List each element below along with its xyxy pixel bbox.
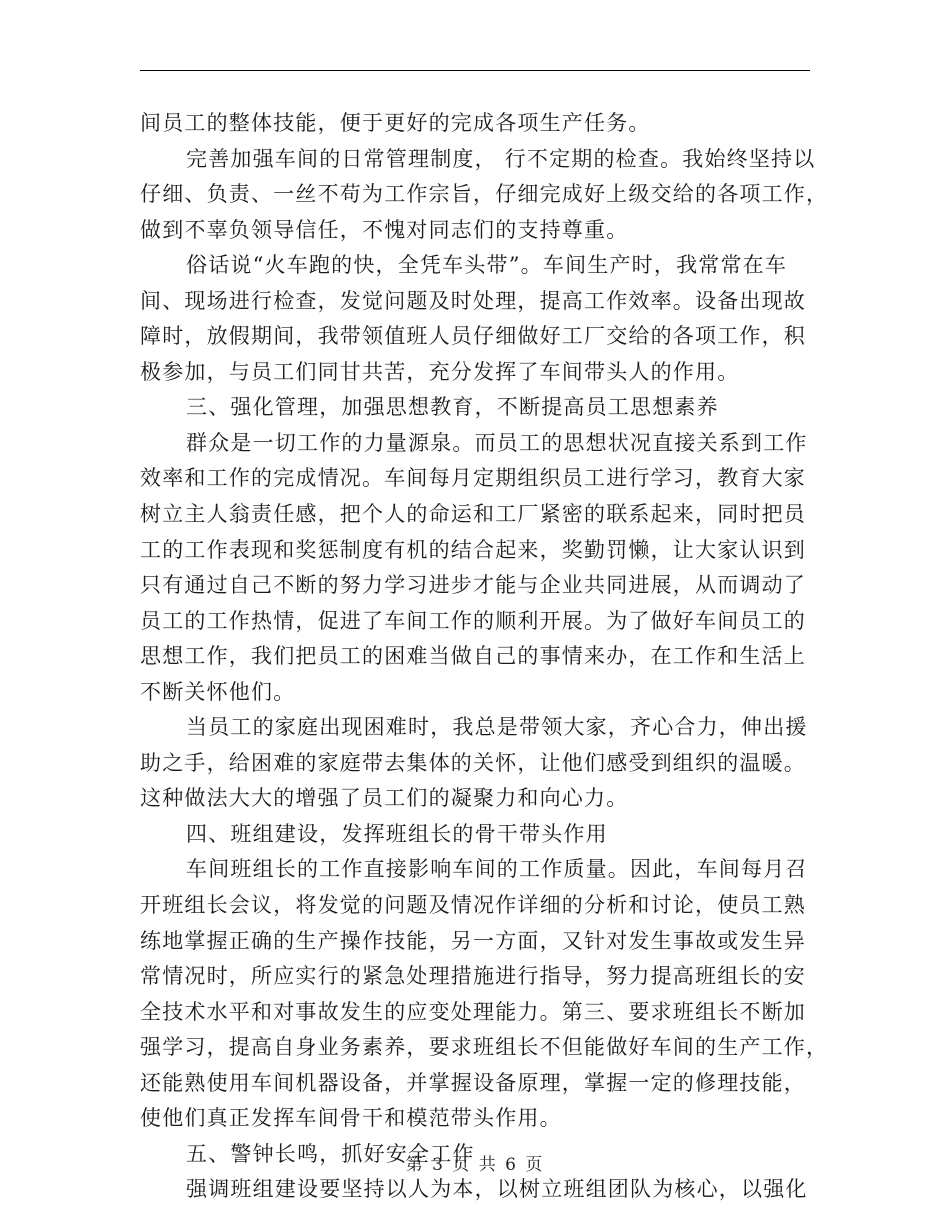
text-line: 群众是一切工作的力量源泉。而员工的思想状况直接关系到工作: [186, 430, 808, 455]
text-line: 仔细、负责、一丝不苟为工作宗旨，仔细完成好上级交给的各项工作，: [140, 182, 829, 207]
text-line: 只有通过自己不断的努力学习进步才能与企业共同进展，从而调动了: [140, 573, 806, 598]
text-line: 间员工的整体技能，便于更好的完成各项生产任务。: [140, 111, 651, 135]
text-line: 练地掌握正确的生产操作技能，另一方面，又针对发生事故或发生异: [140, 928, 806, 953]
text-line: 助之手，给困难的家庭带去集体的关怀，让他们感受到组织的温暖。: [140, 750, 806, 775]
text-line: 五、警钟长鸣，抓好安全工作: [186, 1141, 475, 1166]
text-line: 四、班组建设，发挥班组长的骨干带头作用: [186, 821, 608, 846]
text-line: 障时，放假期间，我带领值班人员仔细做好工厂交给的各项工作，积: [140, 324, 806, 349]
text-line: 间、现场进行检查，发觉问题及时处理，提高工作效率。设备出现故: [140, 288, 806, 313]
text-line: 不断关怀他们。: [140, 679, 296, 704]
text-line: 使他们真正发挥车间骨干和模范带头作用。: [140, 1106, 562, 1131]
text-line: 完善加强车间的日常管理制度， 行不定期的检查。我始终坚持以: [186, 146, 816, 171]
text-line: 常情况时，所应实行的紧急处理措施进行指导，努力提高班组长的安: [140, 964, 806, 989]
text-line: 员工的工作热情，促进了车间工作的顺利开展。为了做好车间员工的: [140, 608, 806, 633]
text-line: 还能熟使用车间机器设备，并掌握设备原理，掌握一定的修理技能，: [140, 1070, 806, 1095]
text-line: 强学习，提高自身业务素养，要求班组长不但能做好车间的生产工作，: [140, 1035, 829, 1060]
text-line: 强调班组建设要坚持以人为本，以树立班组团队为核心，以强化: [186, 1177, 808, 1202]
text-line: 思想工作，我们把员工的困难当做自己的事情来办，在工作和生活上: [140, 644, 806, 669]
text-line: 工的工作表现和奖惩制度有机的结合起来，奖勤罚懒，让大家认识到: [140, 537, 806, 562]
header-rule: [140, 70, 810, 71]
text-line: 做到不辜负领导信任，不愧对同志们的支持尊重。: [140, 217, 629, 242]
text-line: 这种做法大大的增强了员工们的凝聚力和向心力。: [140, 786, 629, 811]
text-line: 俗话说“火车跑的快，全凭车头带”。车间生产时，我常常在车: [186, 253, 788, 278]
text-line: 开班组长会议，将发觉的问题及情况作详细的分析和讨论，使员工熟: [140, 893, 806, 918]
text-line: 三、强化管理，加强思想教育，不断提高员工思想素养: [186, 395, 719, 420]
page-number: 第 3 页 共 6 页: [405, 1155, 545, 1175]
document-body: [140, 106, 829, 1208]
text-line: 全技术水平和对事故发生的应变处理能力。第三、要求班组长不断加: [140, 999, 806, 1024]
text-line: 效率和工作的完成情况。车间每月定期组织员工进行学习，教育大家: [140, 466, 806, 491]
text-line: 车间班组长的工作直接影响车间的工作质量。因此，车间每月召: [186, 857, 808, 882]
text-line: 当员工的家庭出现困难时，我总是带领大家，齐心合力，伸出援: [186, 715, 808, 740]
text-line: 树立主人翁责任感，把个人的命运和工厂紧密的联系起来，同时把员: [140, 502, 806, 527]
text-line: 极参加，与员工们同甘共苦，充分发挥了车间带头人的作用。: [140, 359, 740, 384]
